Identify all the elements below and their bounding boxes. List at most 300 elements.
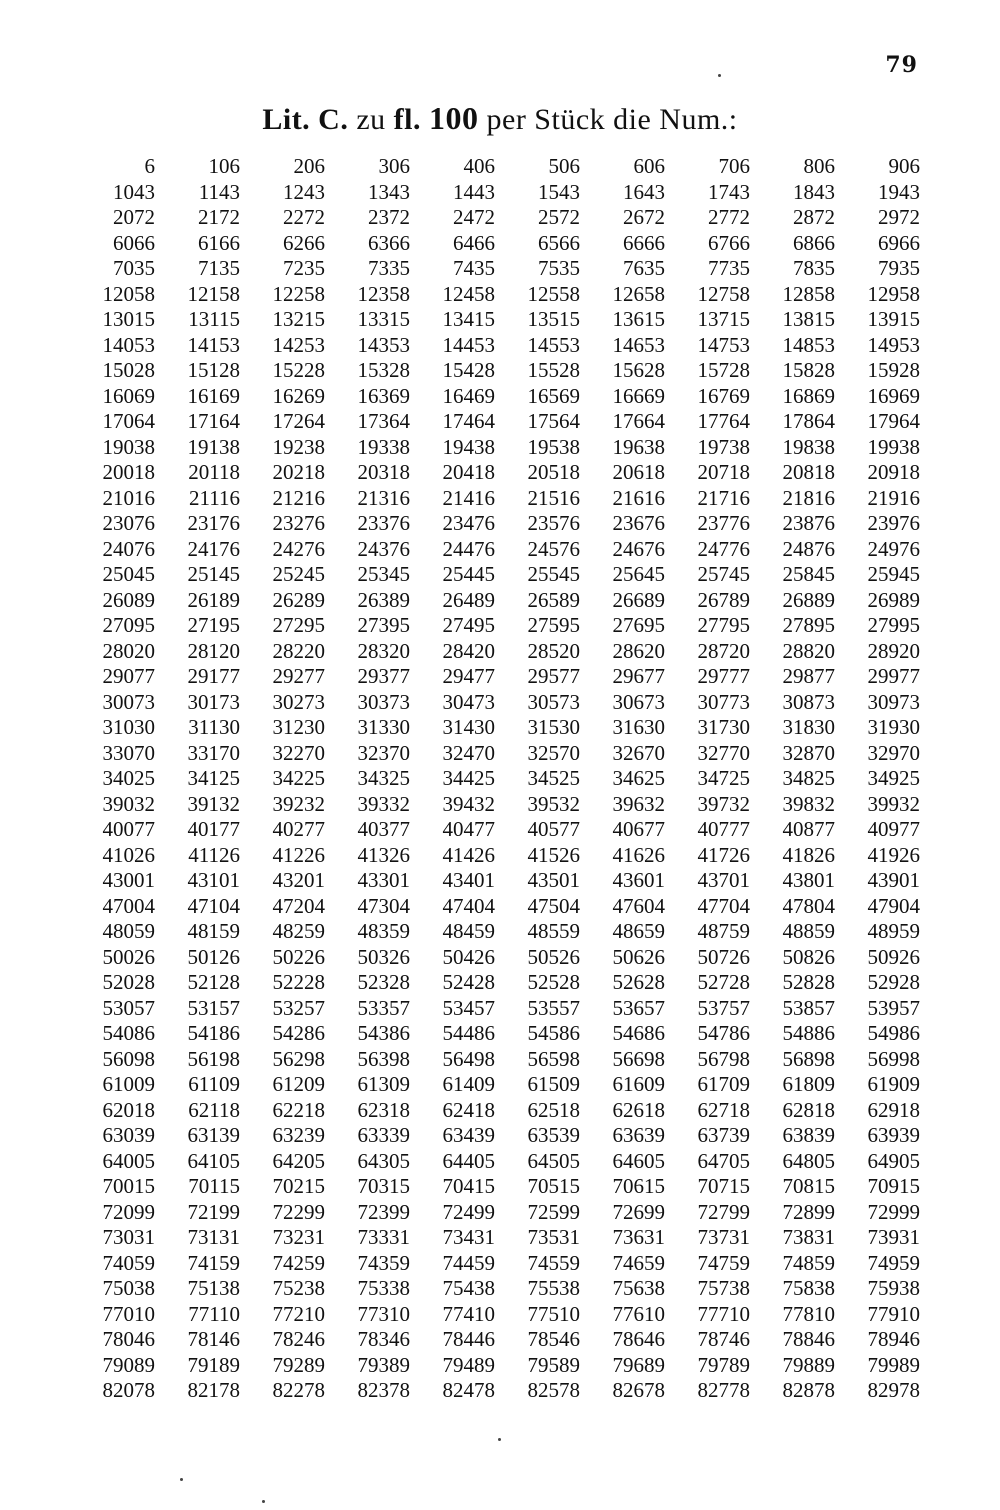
table-row: [70, 1200, 920, 1226]
scan-speck: [718, 74, 721, 77]
table-cell: 77310: [357, 1301, 410, 1326]
table-cell: 19238: [272, 434, 325, 459]
table-cell: 43001: [102, 868, 155, 892]
table-cell: 63639: [612, 1123, 665, 1147]
table-cell: 15228: [272, 358, 325, 382]
table-cell: 30573: [527, 689, 580, 714]
table-cell: 73331: [357, 1225, 410, 1249]
table-cell: 50526: [527, 944, 580, 969]
table-cell: 21916: [867, 485, 920, 510]
table-cell: 75338: [357, 1276, 410, 1300]
table-cell: 30373: [357, 689, 410, 714]
table-cell: 31130: [188, 715, 240, 739]
table-cell: 14253: [272, 332, 325, 357]
table-cell: 54186: [187, 1021, 240, 1045]
table-cell: 29577: [527, 664, 580, 688]
table-cell: 41326: [357, 842, 410, 867]
table-cell: 34025: [102, 766, 155, 790]
table-cell: 6366: [368, 230, 410, 255]
table-cell: 7735: [708, 256, 750, 280]
table-cell: 79589: [527, 1352, 580, 1377]
table-cell: 53657: [612, 995, 665, 1020]
table-row: [70, 486, 920, 512]
table-cell: 39332: [357, 791, 410, 816]
table-cell: 26589: [527, 587, 580, 612]
table-cell: 27995: [867, 613, 920, 637]
table-cell: 48059: [102, 919, 155, 943]
table-row: [70, 307, 920, 333]
table-cell: 79489: [442, 1352, 495, 1377]
table-cell: 33170: [187, 740, 240, 765]
table-row: [70, 1098, 920, 1124]
table-cell: 52428: [442, 970, 495, 994]
table-cell: 64905: [867, 1148, 920, 1173]
table-cell: 26789: [697, 587, 750, 612]
table-cell: 72799: [697, 1199, 750, 1224]
table-cell: 12658: [612, 281, 665, 306]
table-cell: 82178: [187, 1378, 240, 1402]
table-cell: 54286: [272, 1021, 325, 1045]
table-cell: 50626: [612, 944, 665, 969]
table-cell: 79289: [272, 1352, 325, 1377]
table-cell: 34525: [527, 766, 580, 790]
table-cell: 6: [144, 154, 155, 178]
table-cell: 39032: [102, 791, 155, 816]
table-cell: 23676: [612, 511, 665, 535]
table-cell: 27495: [442, 613, 495, 637]
table-cell: 64405: [442, 1148, 495, 1173]
table-cell: 30273: [272, 689, 325, 714]
table-cell: 34325: [357, 766, 410, 790]
table-cell: 40677: [612, 817, 665, 841]
table-cell: 27295: [272, 613, 325, 637]
table-cell: 43201: [272, 868, 325, 892]
table-cell: 52028: [102, 970, 155, 994]
table-cell: 41426: [442, 842, 495, 867]
table-cell: 26689: [612, 587, 665, 612]
table-cell: 1643: [623, 179, 665, 204]
table-cell: 34825: [782, 766, 835, 790]
number-table: [70, 154, 920, 1404]
table-cell: 54586: [527, 1021, 580, 1045]
table-cell: 32270: [272, 740, 325, 765]
table-cell: 24076: [102, 536, 155, 561]
table-cell: 79889: [782, 1352, 835, 1377]
table-cell: 21116: [189, 485, 240, 510]
table-cell: 2472: [453, 205, 495, 229]
table-cell: 32370: [357, 740, 410, 765]
table-cell: 32870: [782, 740, 835, 765]
table-cell: 21716: [697, 485, 750, 510]
table-cell: 23476: [442, 511, 495, 535]
table-cell: 54086: [102, 1021, 155, 1045]
table-cell: 20518: [527, 460, 580, 484]
table-cell: 63939: [867, 1123, 920, 1147]
table-cell: 28220: [272, 638, 325, 663]
table-cell: 2172: [198, 205, 240, 229]
table-cell: 23876: [782, 511, 835, 535]
table-cell: 28120: [187, 638, 240, 663]
table-row: [70, 435, 920, 461]
table-cell: 61609: [612, 1072, 665, 1096]
table-cell: 23076: [102, 511, 155, 535]
table-cell: 52928: [867, 970, 920, 994]
table-cell: 72999: [867, 1199, 920, 1224]
table-cell: 16869: [782, 383, 835, 408]
table-cell: 74359: [357, 1250, 410, 1275]
table-cell: 6666: [623, 230, 665, 255]
table-cell: 73131: [187, 1225, 240, 1249]
table-cell: 47304: [357, 893, 410, 918]
table-cell: 77810: [782, 1301, 835, 1326]
table-cell: 21016: [102, 485, 155, 510]
table-cell: 61709: [697, 1072, 750, 1096]
table-cell: 12358: [357, 281, 410, 306]
table-cell: 19638: [612, 434, 665, 459]
table-row: [70, 613, 920, 639]
table-cell: 43901: [867, 868, 920, 892]
scan-speck: [498, 1438, 501, 1441]
table-cell: 52328: [357, 970, 410, 994]
table-cell: 28020: [102, 638, 155, 663]
table-cell: 30973: [867, 689, 920, 714]
table-cell: 16969: [867, 383, 920, 408]
table-cell: 6866: [793, 230, 835, 255]
table-cell: 32770: [697, 740, 750, 765]
table-cell: 63739: [697, 1123, 750, 1147]
table-cell: 25445: [442, 562, 495, 586]
table-row: [70, 1276, 920, 1302]
table-cell: 7235: [283, 256, 325, 280]
table-cell: 12558: [527, 281, 580, 306]
table-cell: 28620: [612, 638, 665, 663]
title-fl: fl.: [393, 103, 421, 136]
table-cell: 15428: [442, 358, 495, 382]
table-cell: 31830: [782, 715, 835, 739]
table-cell: 79689: [612, 1352, 665, 1377]
table-cell: 78246: [272, 1327, 325, 1351]
table-cell: 6966: [878, 230, 920, 255]
table-cell: 6466: [453, 230, 495, 255]
table-row: [70, 1021, 920, 1047]
page-title: [0, 100, 1000, 137]
table-cell: 24276: [272, 536, 325, 561]
table-cell: 79089: [102, 1352, 155, 1377]
table-cell: 2572: [538, 205, 580, 229]
table-cell: 82378: [357, 1378, 410, 1402]
table-cell: 1043: [113, 179, 155, 204]
table-cell: 41726: [697, 842, 750, 867]
table-cell: 21616: [612, 485, 665, 510]
table-cell: 82478: [442, 1378, 495, 1402]
table-cell: 74559: [527, 1250, 580, 1275]
table-cell: 30073: [102, 689, 155, 714]
table-cell: 70715: [697, 1174, 750, 1198]
table-cell: 2872: [793, 205, 835, 229]
table-row: [70, 1149, 920, 1175]
title-rest: per Stück die Num.:: [486, 103, 738, 136]
table-cell: 43801: [782, 868, 835, 892]
table-cell: 28420: [442, 638, 495, 663]
table-cell: 16269: [272, 383, 325, 408]
table-cell: 62518: [527, 1097, 580, 1122]
table-cell: 7535: [538, 256, 580, 280]
table-cell: 28720: [697, 638, 750, 663]
table-cell: 29977: [867, 664, 920, 688]
table-cell: 13915: [867, 307, 920, 331]
table-cell: 63239: [272, 1123, 325, 1147]
table-cell: 2072: [113, 205, 155, 229]
table-cell: 16669: [612, 383, 665, 408]
table-cell: 19038: [102, 434, 155, 459]
table-row: [70, 358, 920, 384]
table-cell: 1343: [368, 179, 410, 204]
table-cell: 50126: [187, 944, 240, 969]
table-cell: 19738: [697, 434, 750, 459]
table-cell: 39432: [442, 791, 495, 816]
table-cell: 40377: [357, 817, 410, 841]
table-cell: 73831: [782, 1225, 835, 1249]
table-cell: 406: [463, 154, 495, 178]
table-cell: 31230: [272, 715, 325, 739]
table-cell: 20418: [442, 460, 495, 484]
table-cell: 16169: [187, 383, 240, 408]
table-cell: 64205: [272, 1148, 325, 1173]
table-cell: 23576: [527, 511, 580, 535]
table-cell: 23776: [697, 511, 750, 535]
table-cell: 40177: [187, 817, 240, 841]
table-cell: 79989: [867, 1352, 920, 1377]
table-cell: 31030: [102, 715, 155, 739]
table-cell: 41226: [272, 842, 325, 867]
number-table-body: [70, 154, 920, 1404]
table-cell: 53357: [357, 995, 410, 1020]
table-cell: 25845: [782, 562, 835, 586]
table-row: [70, 460, 920, 486]
table-cell: 74959: [867, 1250, 920, 1275]
table-cell: 77710: [697, 1301, 750, 1326]
table-cell: 21516: [527, 485, 580, 510]
table-row: [70, 511, 920, 537]
table-cell: 15628: [612, 358, 665, 382]
table-cell: 25145: [187, 562, 240, 586]
table-cell: 29277: [272, 664, 325, 688]
table-cell: 32970: [867, 740, 920, 765]
table-cell: 16469: [442, 383, 495, 408]
table-cell: 6566: [538, 230, 580, 255]
table-cell: 17264: [272, 409, 325, 433]
table-cell: 74259: [272, 1250, 325, 1275]
table-cell: 20018: [102, 460, 155, 484]
table-cell: 31930: [867, 715, 920, 739]
table-cell: 41126: [188, 842, 240, 867]
table-cell: 47204: [272, 893, 325, 918]
table-cell: 48859: [782, 919, 835, 943]
table-cell: 64305: [357, 1148, 410, 1173]
table-cell: 27395: [357, 613, 410, 637]
table-cell: 7635: [623, 256, 665, 280]
table-cell: 72899: [782, 1199, 835, 1224]
table-row: [70, 562, 920, 588]
table-cell: 63139: [187, 1123, 240, 1147]
table-cell: 61409: [442, 1072, 495, 1096]
table-cell: 48259: [272, 919, 325, 943]
table-cell: 34925: [867, 766, 920, 790]
table-cell: 15128: [187, 358, 240, 382]
table-cell: 1543: [538, 179, 580, 204]
table-cell: 27195: [187, 613, 240, 637]
table-cell: 56098: [102, 1046, 155, 1071]
table-cell: 62918: [867, 1097, 920, 1122]
table-cell: 62418: [442, 1097, 495, 1122]
table-cell: 13615: [612, 307, 665, 331]
table-cell: 72599: [527, 1199, 580, 1224]
table-row: [70, 843, 920, 869]
table-cell: 54986: [867, 1021, 920, 1045]
table-cell: 26289: [272, 587, 325, 612]
table-cell: 82678: [612, 1378, 665, 1402]
table-cell: 47104: [187, 893, 240, 918]
table-cell: 2772: [708, 205, 750, 229]
table-row: [70, 1047, 920, 1073]
table-cell: 39932: [867, 791, 920, 816]
table-cell: 21416: [442, 485, 495, 510]
table-cell: 29177: [187, 664, 240, 688]
table-cell: 77110: [188, 1301, 240, 1326]
table-cell: 16769: [697, 383, 750, 408]
table-cell: 20818: [782, 460, 835, 484]
table-cell: 15328: [357, 358, 410, 382]
table-cell: 56498: [442, 1046, 495, 1071]
table-cell: 78946: [867, 1327, 920, 1351]
table-cell: 63039: [102, 1123, 155, 1147]
table-cell: 12958: [867, 281, 920, 306]
table-cell: 61809: [782, 1072, 835, 1096]
table-cell: 73631: [612, 1225, 665, 1249]
table-row: [70, 1327, 920, 1353]
table-row: [70, 1174, 920, 1200]
table-cell: 56798: [697, 1046, 750, 1071]
table-cell: 34225: [272, 766, 325, 790]
table-cell: 14153: [187, 332, 240, 357]
table-cell: 74459: [442, 1250, 495, 1275]
table-cell: 20718: [697, 460, 750, 484]
table-cell: 17764: [697, 409, 750, 433]
table-cell: 31430: [442, 715, 495, 739]
table-cell: 25545: [527, 562, 580, 586]
table-cell: 14853: [782, 332, 835, 357]
table-cell: 63439: [442, 1123, 495, 1147]
table-cell: 77510: [527, 1301, 580, 1326]
table-cell: 48359: [357, 919, 410, 943]
table-row: [70, 1302, 920, 1328]
table-cell: 48559: [527, 919, 580, 943]
table-cell: 24476: [442, 536, 495, 561]
table-cell: 48159: [187, 919, 240, 943]
table-cell: 56998: [867, 1046, 920, 1071]
table-cell: 63839: [782, 1123, 835, 1147]
table-cell: 30173: [187, 689, 240, 714]
table-cell: 41926: [867, 842, 920, 867]
title-amount: 100: [429, 100, 479, 136]
table-cell: 20918: [867, 460, 920, 484]
table-cell: 13215: [272, 307, 325, 331]
table-cell: 12158: [187, 281, 240, 306]
table-cell: 21316: [357, 485, 410, 510]
table-cell: 506: [548, 154, 580, 178]
table-cell: 43501: [527, 868, 580, 892]
table-cell: 61509: [527, 1072, 580, 1096]
table-row: [70, 1353, 920, 1379]
table-cell: 26389: [357, 587, 410, 612]
table-row: [70, 868, 920, 894]
table-cell: 33070: [102, 740, 155, 765]
table-cell: 50726: [697, 944, 750, 969]
table-cell: 19538: [527, 434, 580, 459]
table-cell: 75138: [187, 1276, 240, 1300]
table-cell: 82778: [697, 1378, 750, 1402]
table-cell: 40477: [442, 817, 495, 841]
table-cell: 23376: [357, 511, 410, 535]
table-cell: 48959: [867, 919, 920, 943]
table-cell: 34625: [612, 766, 665, 790]
table-cell: 52128: [187, 970, 240, 994]
table-cell: 64605: [612, 1148, 665, 1173]
table-cell: 6166: [198, 230, 240, 255]
table-cell: 23976: [867, 511, 920, 535]
table-cell: 63339: [357, 1123, 410, 1147]
table-cell: 82978: [867, 1378, 920, 1402]
table-cell: 41626: [612, 842, 665, 867]
table-cell: 28920: [867, 638, 920, 663]
table-cell: 52628: [612, 970, 665, 994]
table-cell: 39232: [272, 791, 325, 816]
table-cell: 73531: [527, 1225, 580, 1249]
table-cell: 13515: [527, 307, 580, 331]
table-cell: 26889: [782, 587, 835, 612]
table-cell: 17664: [612, 409, 665, 433]
table-cell: 70915: [867, 1174, 920, 1198]
table-cell: 78746: [697, 1327, 750, 1351]
table-cell: 2372: [368, 205, 410, 229]
table-cell: 7035: [113, 256, 155, 280]
table-cell: 47404: [442, 893, 495, 918]
table-cell: 29077: [102, 664, 155, 688]
table-cell: 29677: [612, 664, 665, 688]
table-cell: 106: [208, 154, 240, 178]
table-cell: 77010: [102, 1301, 155, 1326]
table-row: [70, 919, 920, 945]
table-cell: 25245: [272, 562, 325, 586]
table-cell: 39132: [187, 791, 240, 816]
table-cell: 25945: [867, 562, 920, 586]
table-row: [70, 256, 920, 282]
table-cell: 52728: [697, 970, 750, 994]
table-cell: 74759: [697, 1250, 750, 1275]
table-cell: 72099: [102, 1199, 155, 1224]
table-cell: 56298: [272, 1046, 325, 1071]
table-row: [70, 409, 920, 435]
table-cell: 40277: [272, 817, 325, 841]
table-cell: 75638: [612, 1276, 665, 1300]
table-cell: 53957: [867, 995, 920, 1020]
table-cell: 62218: [272, 1097, 325, 1122]
table-cell: 47604: [612, 893, 665, 918]
table-cell: 73031: [102, 1225, 155, 1249]
table-cell: 54686: [612, 1021, 665, 1045]
table-cell: 82078: [102, 1378, 155, 1402]
table-cell: 19138: [187, 434, 240, 459]
